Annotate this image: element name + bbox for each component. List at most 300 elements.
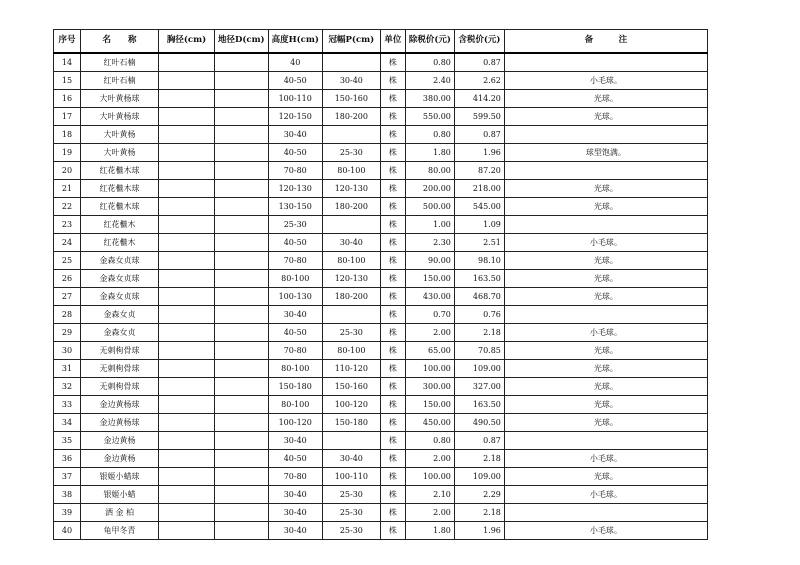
cell-price-excl-tax: 2.00 [405,323,454,341]
cell-ground-diameter [215,359,269,377]
cell-height: 25-30 [268,215,322,233]
cell-height: 120-150 [268,107,322,125]
cell-ground-diameter [215,377,269,395]
cell-unit: 株 [380,107,405,125]
cell-unit: 株 [380,323,405,341]
cell-remarks: 小毛球。 [504,485,707,503]
cell-name: 大叶黄杨球 [81,107,159,125]
cell-price-excl-tax: 2.40 [405,71,454,89]
cell-price-excl-tax: 1.00 [405,215,454,233]
cell-price-excl-tax: 0.80 [405,125,454,143]
cell-crown-width: 30-40 [322,71,380,89]
table-body [54,53,708,540]
table-row [54,107,708,125]
cell-remarks: 光球。 [504,341,707,359]
table-row [54,503,708,521]
cell-unit: 株 [380,521,405,539]
cell-crown-width: 25-30 [322,143,380,161]
cell-price-excl-tax: 150.00 [405,395,454,413]
cell-name: 红花檵木球 [81,179,159,197]
cell-index: 36 [54,449,81,467]
cell-name: 龟甲冬青 [81,521,159,539]
table-row [54,485,708,503]
cell-chest-diameter [159,107,215,125]
cell-index: 17 [54,107,81,125]
cell-index: 39 [54,503,81,521]
cell-name: 金森女贞球 [81,269,159,287]
cell-crown-width: 30-40 [322,233,380,251]
cell-remarks: 小毛球。 [504,323,707,341]
cell-ground-diameter [215,251,269,269]
cell-index: 21 [54,179,81,197]
cell-index: 22 [54,197,81,215]
cell-price-incl-tax: 87.20 [454,161,504,179]
cell-crown-width: 25-30 [322,521,380,539]
header-name: 名 称 [81,30,159,53]
cell-unit: 株 [380,197,405,215]
cell-chest-diameter [159,143,215,161]
cell-ground-diameter [215,305,269,323]
cell-price-excl-tax: 100.00 [405,467,454,485]
cell-ground-diameter [215,323,269,341]
cell-height: 70-80 [268,161,322,179]
cell-crown-width: 150-180 [322,413,380,431]
cell-remarks [504,431,707,449]
cell-index: 27 [54,287,81,305]
table-row [54,305,708,323]
table-row [54,413,708,431]
cell-height: 30-40 [268,503,322,521]
cell-crown-width: 80-100 [322,251,380,269]
cell-price-incl-tax: 545.00 [454,197,504,215]
cell-index: 37 [54,467,81,485]
cell-height: 130-150 [268,197,322,215]
cell-chest-diameter [159,179,215,197]
cell-price-excl-tax: 500.00 [405,197,454,215]
cell-height: 30-40 [268,485,322,503]
cell-unit: 株 [380,341,405,359]
cell-crown-width: 120-130 [322,269,380,287]
cell-crown-width: 30-40 [322,449,380,467]
cell-name: 红花檵木球 [81,197,159,215]
cell-height: 30-40 [268,431,322,449]
cell-chest-diameter [159,53,215,72]
cell-price-excl-tax: 200.00 [405,179,454,197]
table-row [54,431,708,449]
table-row [54,161,708,179]
cell-price-incl-tax: 1.09 [454,215,504,233]
table-header-row [54,30,708,53]
cell-remarks: 小毛球。 [504,521,707,539]
cell-price-excl-tax: 550.00 [405,107,454,125]
cell-name: 金森女贞 [81,305,159,323]
cell-price-excl-tax: 450.00 [405,413,454,431]
cell-price-excl-tax: 2.00 [405,503,454,521]
cell-index: 31 [54,359,81,377]
cell-height: 80-100 [268,395,322,413]
cell-price-incl-tax: 0.87 [454,431,504,449]
cell-height: 30-40 [268,305,322,323]
cell-price-excl-tax: 1.80 [405,521,454,539]
cell-name: 无刺枸骨球 [81,359,159,377]
cell-index: 32 [54,377,81,395]
cell-name: 大叶黄杨球 [81,89,159,107]
cell-price-excl-tax: 100.00 [405,359,454,377]
cell-index: 25 [54,251,81,269]
header-remarks: 备 注 [504,30,707,53]
cell-chest-diameter [159,323,215,341]
cell-name: 金边黄杨 [81,431,159,449]
cell-height: 40-50 [268,233,322,251]
cell-chest-diameter [159,395,215,413]
cell-ground-diameter [215,161,269,179]
cell-index: 16 [54,89,81,107]
cell-price-excl-tax: 0.80 [405,431,454,449]
cell-ground-diameter [215,287,269,305]
header-ground-diameter: 地径D(cm) [215,30,269,53]
cell-price-incl-tax: 327.00 [454,377,504,395]
cell-crown-width: 180-200 [322,107,380,125]
cell-remarks [504,503,707,521]
cell-height: 40-50 [268,143,322,161]
cell-name: 红花檵木球 [81,161,159,179]
cell-unit: 株 [380,395,405,413]
cell-remarks [504,305,707,323]
cell-price-incl-tax: 0.76 [454,305,504,323]
cell-price-excl-tax: 2.10 [405,485,454,503]
cell-remarks [504,53,707,72]
cell-price-incl-tax: 109.00 [454,467,504,485]
cell-name: 红叶石楠 [81,53,159,72]
cell-height: 70-80 [268,341,322,359]
cell-index: 35 [54,431,81,449]
cell-index: 19 [54,143,81,161]
cell-crown-width [322,53,380,72]
cell-index: 30 [54,341,81,359]
cell-ground-diameter [215,71,269,89]
cell-crown-width: 80-100 [322,341,380,359]
table-row [54,359,708,377]
cell-price-incl-tax: 0.87 [454,125,504,143]
cell-index: 26 [54,269,81,287]
cell-price-incl-tax: 2.18 [454,449,504,467]
cell-index: 24 [54,233,81,251]
cell-unit: 株 [380,161,405,179]
table-row [54,125,708,143]
cell-price-incl-tax: 2.29 [454,485,504,503]
cell-height: 80-100 [268,269,322,287]
cell-unit: 株 [380,377,405,395]
cell-ground-diameter [215,467,269,485]
cell-price-incl-tax: 2.51 [454,233,504,251]
cell-height: 150-180 [268,377,322,395]
cell-crown-width: 80-100 [322,161,380,179]
table-row [54,215,708,233]
header-unit: 单位 [380,30,405,53]
cell-ground-diameter [215,107,269,125]
cell-remarks [504,161,707,179]
cell-index: 33 [54,395,81,413]
table-row [54,53,708,72]
cell-price-incl-tax: 599.50 [454,107,504,125]
header-price-excl-tax: 除税价(元) [405,30,454,53]
cell-unit: 株 [380,413,405,431]
cell-crown-width: 100-120 [322,395,380,413]
cell-height: 40-50 [268,323,322,341]
cell-price-incl-tax: 2.18 [454,503,504,521]
cell-index: 14 [54,53,81,72]
table-row [54,395,708,413]
price-table [53,29,708,540]
cell-unit: 株 [380,503,405,521]
table-row [54,71,708,89]
cell-chest-diameter [159,287,215,305]
cell-price-incl-tax: 1.96 [454,143,504,161]
cell-name: 大叶黄杨 [81,125,159,143]
cell-chest-diameter [159,431,215,449]
table-row [54,89,708,107]
cell-unit: 株 [380,467,405,485]
cell-crown-width: 120-130 [322,179,380,197]
cell-unit: 株 [380,359,405,377]
cell-height: 100-130 [268,287,322,305]
cell-ground-diameter [215,215,269,233]
cell-index: 40 [54,521,81,539]
cell-ground-diameter [215,413,269,431]
cell-crown-width: 180-200 [322,197,380,215]
cell-crown-width: 110-120 [322,359,380,377]
cell-crown-width: 180-200 [322,287,380,305]
cell-height: 70-80 [268,251,322,269]
cell-chest-diameter [159,89,215,107]
cell-price-incl-tax: 163.50 [454,269,504,287]
cell-price-excl-tax: 80.00 [405,161,454,179]
cell-remarks: 小毛球。 [504,233,707,251]
cell-chest-diameter [159,233,215,251]
cell-unit: 株 [380,89,405,107]
cell-crown-width [322,431,380,449]
cell-price-incl-tax: 0.87 [454,53,504,72]
cell-price-incl-tax: 109.00 [454,359,504,377]
cell-ground-diameter [215,197,269,215]
cell-index: 18 [54,125,81,143]
cell-chest-diameter [159,467,215,485]
cell-index: 20 [54,161,81,179]
header-price-incl-tax: 含税价(元) [454,30,504,53]
cell-price-incl-tax: 70.85 [454,341,504,359]
table-row [54,467,708,485]
cell-price-incl-tax: 2.18 [454,323,504,341]
cell-chest-diameter [159,449,215,467]
table-row [54,377,708,395]
cell-ground-diameter [215,395,269,413]
cell-ground-diameter [215,503,269,521]
cell-remarks: 光球。 [504,251,707,269]
cell-chest-diameter [159,197,215,215]
cell-crown-width [322,305,380,323]
cell-remarks: 光球。 [504,395,707,413]
cell-price-incl-tax: 218.00 [454,179,504,197]
cell-unit: 株 [380,179,405,197]
cell-remarks: 小毛球。 [504,71,707,89]
cell-name: 金森女贞球 [81,287,159,305]
cell-chest-diameter [159,161,215,179]
cell-height: 100-110 [268,89,322,107]
cell-ground-diameter [215,89,269,107]
cell-price-excl-tax: 0.70 [405,305,454,323]
cell-chest-diameter [159,269,215,287]
cell-unit: 株 [380,485,405,503]
cell-name: 无刺枸骨球 [81,341,159,359]
table-row [54,287,708,305]
cell-price-incl-tax: 98.10 [454,251,504,269]
cell-chest-diameter [159,521,215,539]
cell-crown-width: 25-30 [322,503,380,521]
cell-ground-diameter [215,521,269,539]
cell-height: 30-40 [268,125,322,143]
cell-remarks: 光球。 [504,89,707,107]
cell-remarks [504,215,707,233]
cell-chest-diameter [159,341,215,359]
header-crown-width: 冠幅P(cm) [322,30,380,53]
cell-index: 23 [54,215,81,233]
table-row [54,341,708,359]
cell-height: 30-40 [268,521,322,539]
cell-price-excl-tax: 430.00 [405,287,454,305]
cell-unit: 株 [380,287,405,305]
cell-height: 40-50 [268,449,322,467]
table-row [54,521,708,539]
cell-index: 15 [54,71,81,89]
cell-unit: 株 [380,71,405,89]
cell-name: 银姬小蜡球 [81,467,159,485]
cell-remarks: 光球。 [504,179,707,197]
cell-remarks: 光球。 [504,467,707,485]
cell-name: 金森女贞 [81,323,159,341]
cell-chest-diameter [159,305,215,323]
cell-ground-diameter [215,449,269,467]
cell-remarks: 光球。 [504,359,707,377]
cell-price-excl-tax: 1.80 [405,143,454,161]
cell-remarks: 光球。 [504,287,707,305]
cell-unit: 株 [380,233,405,251]
cell-unit: 株 [380,53,405,72]
cell-name: 银姬小蜡 [81,485,159,503]
cell-price-incl-tax: 2.62 [454,71,504,89]
cell-unit: 株 [380,269,405,287]
cell-unit: 株 [380,431,405,449]
cell-height: 40 [268,53,322,72]
cell-ground-diameter [215,179,269,197]
cell-price-excl-tax: 2.30 [405,233,454,251]
cell-height: 80-100 [268,359,322,377]
cell-index: 34 [54,413,81,431]
cell-chest-diameter [159,503,215,521]
cell-chest-diameter [159,125,215,143]
cell-name: 金边黄杨 [81,449,159,467]
cell-remarks: 球型饱满。 [504,143,707,161]
cell-ground-diameter [215,341,269,359]
cell-price-incl-tax: 163.50 [454,395,504,413]
cell-index: 38 [54,485,81,503]
cell-price-excl-tax: 90.00 [405,251,454,269]
cell-chest-diameter [159,485,215,503]
cell-ground-diameter [215,485,269,503]
cell-price-incl-tax: 1.96 [454,521,504,539]
cell-name: 红叶石楠 [81,71,159,89]
cell-name: 金边黄杨球 [81,395,159,413]
cell-ground-diameter [215,53,269,72]
table-row [54,449,708,467]
cell-price-excl-tax: 2.00 [405,449,454,467]
cell-chest-diameter [159,71,215,89]
cell-crown-width: 25-30 [322,323,380,341]
cell-unit: 株 [380,215,405,233]
cell-index: 28 [54,305,81,323]
cell-price-excl-tax: 300.00 [405,377,454,395]
header-height: 高度H(cm) [268,30,322,53]
cell-name: 金边黄杨球 [81,413,159,431]
cell-chest-diameter [159,215,215,233]
cell-price-excl-tax: 150.00 [405,269,454,287]
cell-unit: 株 [380,143,405,161]
cell-chest-diameter [159,251,215,269]
cell-crown-width: 150-160 [322,89,380,107]
cell-remarks: 小毛球。 [504,449,707,467]
cell-height: 70-80 [268,467,322,485]
cell-unit: 株 [380,251,405,269]
cell-ground-diameter [215,269,269,287]
cell-price-excl-tax: 65.00 [405,341,454,359]
table-row [54,323,708,341]
cell-height: 120-130 [268,179,322,197]
cell-remarks: 光球。 [504,269,707,287]
cell-name: 红花檵木 [81,233,159,251]
cell-remarks: 光球。 [504,107,707,125]
cell-name: 洒 金 柏 [81,503,159,521]
cell-height: 40-50 [268,71,322,89]
cell-unit: 株 [380,125,405,143]
cell-crown-width: 100-110 [322,467,380,485]
table-row [54,197,708,215]
cell-chest-diameter [159,359,215,377]
cell-unit: 株 [380,305,405,323]
header-chest-diameter: 胸径(cm) [159,30,215,53]
cell-ground-diameter [215,233,269,251]
cell-height: 100-120 [268,413,322,431]
table-row [54,179,708,197]
cell-price-incl-tax: 490.50 [454,413,504,431]
cell-name: 金森女贞球 [81,251,159,269]
cell-index: 29 [54,323,81,341]
cell-remarks [504,125,707,143]
cell-crown-width: 150-160 [322,377,380,395]
cell-name: 大叶黄杨 [81,143,159,161]
table-row [54,251,708,269]
cell-price-excl-tax: 380.00 [405,89,454,107]
cell-remarks: 光球。 [504,197,707,215]
cell-price-incl-tax: 414.20 [454,89,504,107]
cell-name: 红花檵木 [81,215,159,233]
cell-ground-diameter [215,431,269,449]
cell-chest-diameter [159,377,215,395]
cell-price-excl-tax: 0.80 [405,53,454,72]
cell-price-incl-tax: 468.70 [454,287,504,305]
header-index: 序号 [54,30,81,53]
cell-unit: 株 [380,449,405,467]
cell-name: 无刺枸骨球 [81,377,159,395]
cell-remarks: 光球。 [504,413,707,431]
